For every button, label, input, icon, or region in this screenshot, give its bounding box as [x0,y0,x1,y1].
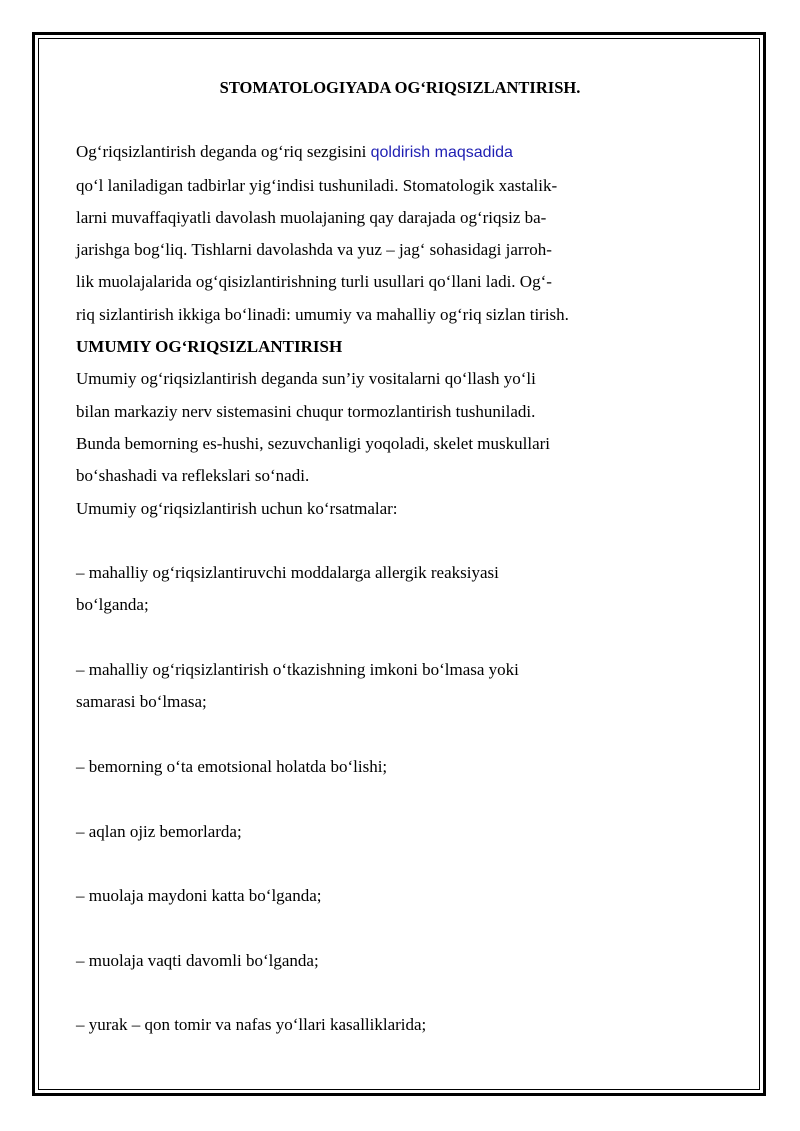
indication-item [76,945,636,977]
section-heading: UMUMIY OG‘RIQSIZLANTIRISH [76,337,343,357]
list-item-line: – mahalliy og‘riqsizlantiruvchi moddalarga allergik reaksiyasi [76,563,499,583]
list-item-line: bo‘lganda; [76,595,149,615]
intro-line: qo‘l laniladigan tadbirlar yig‘indisi tushuniladi. Stomatologik xastalik- [76,175,558,195]
indication-item [76,880,636,912]
section-line: bilan markaziy nerv sistemasini chuqur tormozlantirish tushuniladi. [76,401,536,421]
section-paragraph [76,363,636,524]
section-line: bo‘shashadi va reflekslari so‘nadi. [76,466,310,486]
indication-item [76,751,636,783]
list-item-line: – aqlan ojiz bemorlarda; [76,821,242,841]
document-body [76,72,636,1042]
intro-line-1-text: Og‘riqsizlantirish deganda og‘riq sezgisini [76,142,371,162]
spacer [76,719,636,751]
list-item-line: – yurak – qon tomir va nafas yo‘llari kasalliklarida; [76,1015,427,1035]
spacer [76,622,636,654]
indication-item [76,557,636,622]
spacer [76,977,636,1009]
highlighted-phrase-link[interactable]: qoldirish maqsadida [370,144,513,162]
list-item-line: – muolaja maydoni katta bo‘lganda; [76,886,322,906]
intro-line: jarishga bog‘liq. Tishlarni davolashda va yuz – jag‘ sohasidagi jarroh- [76,240,552,260]
list-item-line: – bemorning o‘ta emotsional holatda bo‘lishi; [76,756,388,776]
indication-item [76,654,636,719]
intro-paragraph [76,136,636,331]
indication-item [76,1009,636,1041]
spacer [76,525,636,557]
intro-line-1 [76,136,636,169]
list-item-line: – muolaja vaqti davomli bo‘lganda; [76,950,319,970]
spacer [76,783,636,815]
list-item-line: – mahalliy og‘riqsizlantirish o‘tkazishning imkoni bo‘lmasa yoki [76,660,519,680]
intro-line: larni muvaffaqiyatli davolash muolajaning qay darajada og‘riqsiz ba- [76,207,547,227]
document-title: STOMATOLOGIYADA OG‘RIQSIZLANTIRISH. [219,78,581,97]
indication-item [76,816,636,848]
spacer [76,912,636,944]
spacer [76,848,636,880]
list-item-line: samarasi bo‘lmasa; [76,692,207,712]
spacer [76,104,636,136]
section-line: Umumiy og‘riqsizlantirish deganda sun’iy vositalarni qo‘llash yo‘li [76,369,536,389]
intro-line: riq sizlantirish ikkiga bo‘linadi: umumiy va mahalliy og‘riq sizlan tirish. [76,304,569,324]
indications-lead: Umumiy og‘riqsizlantirish uchun ko‘rsatmalar: [76,498,398,518]
intro-line: lik muolajalarida og‘qisizlantirishning turli usullari qo‘llani ladi. Og‘- [76,272,552,292]
section-line: Bunda bemorning es-hushi, sezuvchanligi yoqoladi, skelet muskullari [76,433,551,453]
